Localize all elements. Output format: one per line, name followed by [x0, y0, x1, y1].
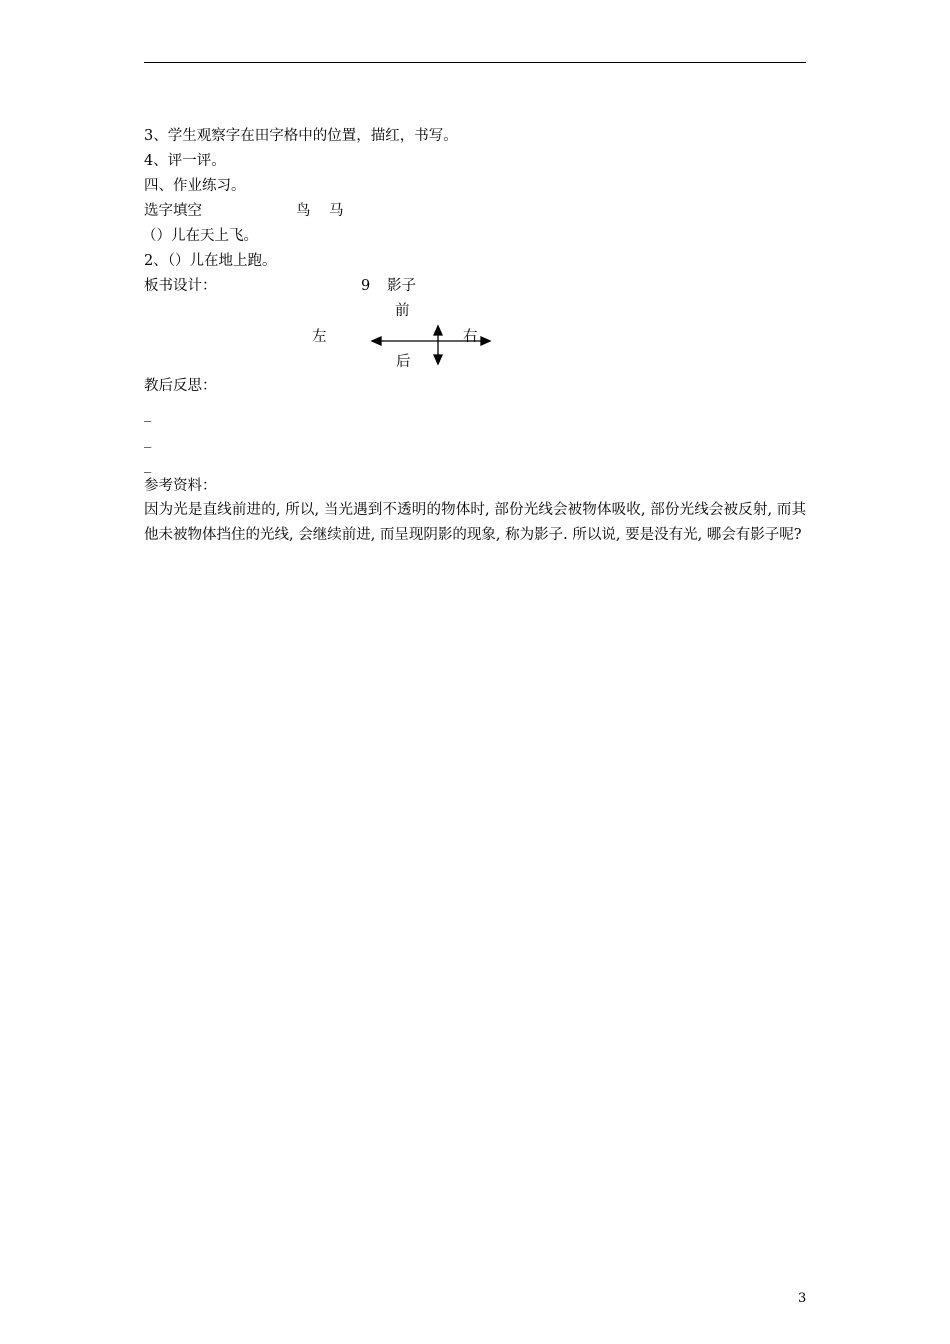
- board-back-label: 后: [396, 354, 411, 370]
- page-number: 3: [798, 1291, 807, 1306]
- board-left-label: 左: [312, 329, 327, 345]
- right-arrowhead: [481, 337, 490, 345]
- reflection-blank-2: _: [144, 432, 152, 448]
- reference-label: 参考资料：: [144, 478, 217, 494]
- fill-in-label: 选字填空: [144, 203, 202, 219]
- homework-heading: 四、作业练习。: [144, 178, 246, 194]
- reflection-blank-1: _: [144, 406, 152, 422]
- reflection-label: 教后反思：: [144, 378, 217, 394]
- down-arrowhead: [434, 355, 442, 364]
- board-front-label: 前: [395, 303, 410, 319]
- board-title-text: 影子: [387, 278, 416, 294]
- word-choice-horse: 马: [329, 203, 344, 219]
- reflection-blank-3: _: [144, 457, 152, 473]
- up-arrowhead: [434, 326, 442, 335]
- exercise-1-line: （）儿在天上飞。: [142, 228, 258, 244]
- board-design-label: 板书设计：: [144, 278, 217, 294]
- word-choice-bird: 鸟: [296, 203, 311, 219]
- step-4-line: 4、评一评。: [144, 153, 226, 169]
- board-title-number: 9: [361, 278, 371, 294]
- reference-paragraph: 因为光是直线前进的, 所以, 当光遇到不透明的物体时, 部份光线会被物体吸收, 部份光线会被反射, 而其他未被物体挡住的光线, 会继续前进, 而呈现阴影的现象, 称为影子. 所以说, 要是没有光, 哪会有影子呢?: [144, 502, 806, 543]
- left-arrowhead: [372, 337, 381, 345]
- exercise-2-line: 2、（）儿在地上跑。: [144, 253, 277, 269]
- step-3-line: 3、学生观察字在田字格中的位置，描红，书写。: [144, 128, 458, 144]
- board-right-label: 右: [463, 329, 478, 345]
